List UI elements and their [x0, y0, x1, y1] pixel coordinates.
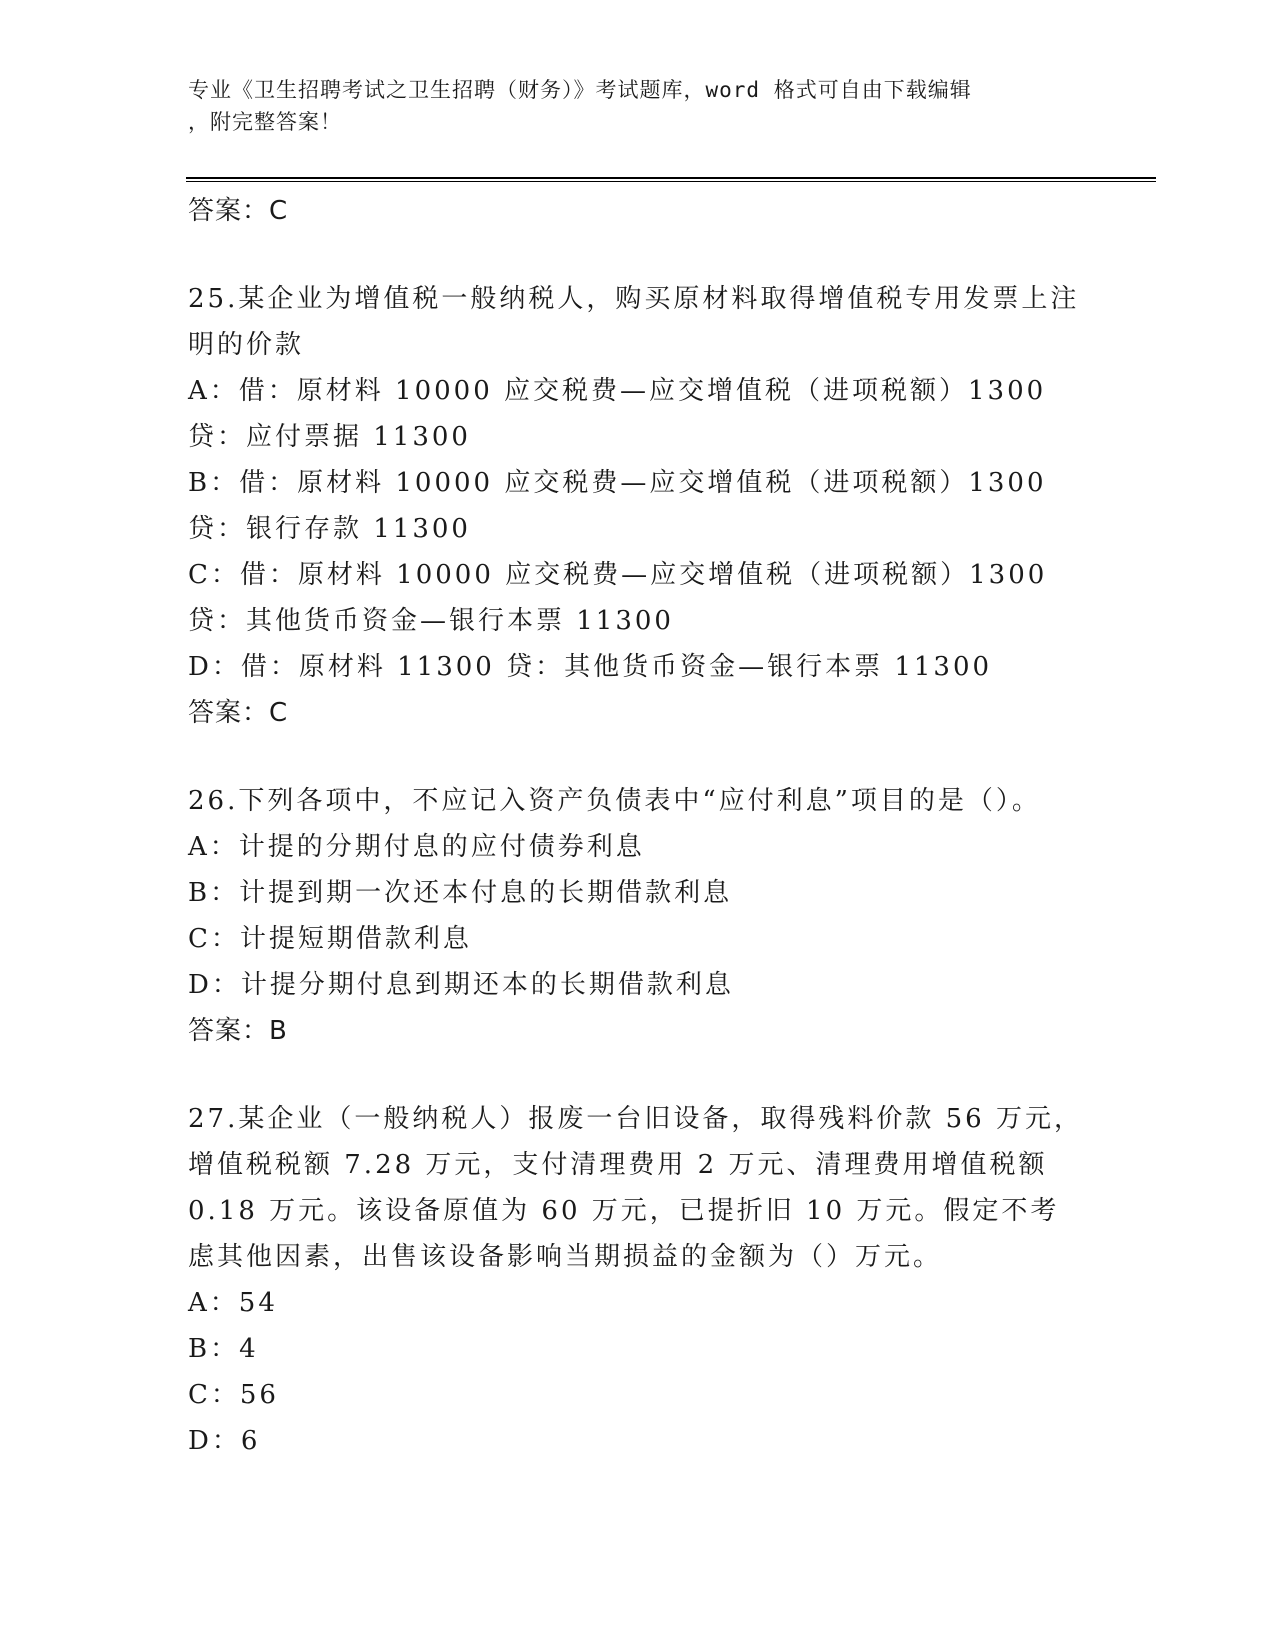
question-stem: 25.某企业为增值税一般纳税人，购买原材料取得增值税专用发票上注明的价款 [188, 284, 1080, 360]
question-stem: 26.下列各项中，不应记入资产负债表中“应付利息”项目的是（）。 [188, 786, 1041, 816]
option-b: B：借：原材料 10000 应交税费—应交增值税（进项税额）1300 贷：银行存款 11300 [188, 468, 1047, 544]
document-header: 专业《卫生招聘考试之卫生招聘（财务）》考试题库，word 格式可自由下载编辑 ，附完整答案！ [188, 78, 972, 134]
option-b: B：计提到期一次还本付息的长期借款利息 [188, 878, 733, 908]
question-26 [188, 778, 1088, 1054]
question-25 [188, 276, 1088, 736]
option-a: A：借：原材料 10000 应交税费—应交增值税（进项税额）1300 贷：应付票据 11300 [188, 376, 1047, 452]
option-a: A：54 [188, 1288, 278, 1318]
question-27 [188, 1096, 1088, 1464]
header-rule [186, 177, 1156, 179]
option-c: C：借：原材料 10000 应交税费—应交增值税（进项税额）1300 贷：其他货币资金—银行本票 11300 [188, 560, 1048, 636]
option-d: D：6 [188, 1426, 261, 1456]
option-b: B：4 [188, 1334, 259, 1364]
answer-label: 答案：C [188, 698, 289, 728]
option-a: A：计提的分期付息的应付债券利息 [188, 832, 645, 862]
answer-label: 答案：C [188, 196, 289, 226]
question-stem: 27.某企业（一般纳税人）报废一台旧设备，取得残料价款 56 万元，增值税税额 7.28 万元，支付清理费用 2 万元、清理费用增值税额 0.18 万元。该设备原值为 60 万元，已提折旧 10 万元。假定不考虑其他因素，出售该设备影响当期损益的金额为（）万元。 [188, 1104, 1083, 1272]
option-d: D：计提分期付息到期还本的长期借款利息 [188, 970, 734, 1000]
header-rule-thin [186, 181, 1156, 182]
answer-label: 答案：B [188, 1016, 288, 1046]
option-c: C：56 [188, 1380, 279, 1410]
document-body [188, 188, 1088, 1464]
option-d: D：借：原材料 11300 贷：其他货币资金—银行本票 11300 [188, 652, 993, 682]
option-c: C：计提短期借款利息 [188, 924, 472, 954]
